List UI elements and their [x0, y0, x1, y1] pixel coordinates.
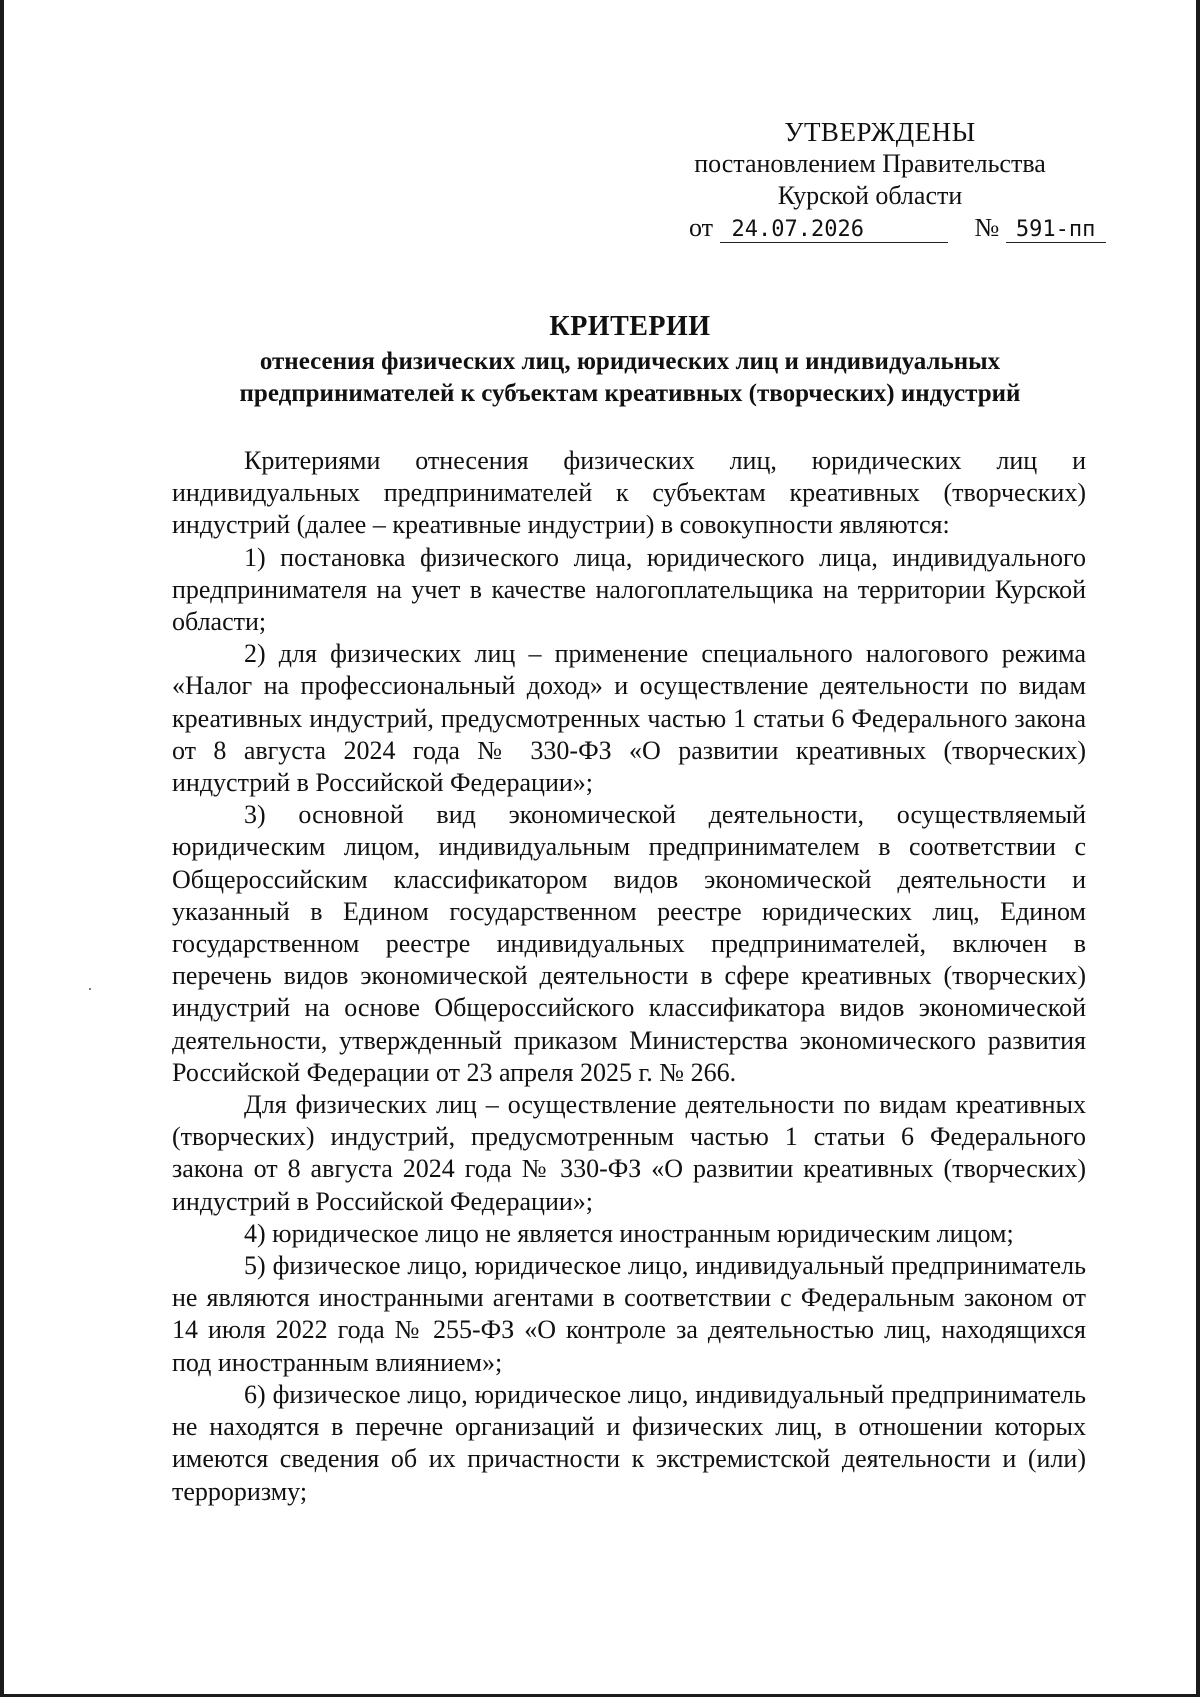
number-label: №: [974, 213, 1000, 242]
scan-border-right: [1196, 0, 1200, 1697]
document-body: [172, 445, 1086, 1508]
paragraph-criterion-1: 1) постановка физического лица, юридического лица, индивидуального предпринимателя на учет в качестве налогоплательщика на территории Курской области;: [172, 542, 1086, 637]
title-sub-line-1: отнесения физических лиц, юридических лиц и индивидуальных: [259, 348, 1001, 375]
scan-border-left: [0, 0, 4, 1697]
approval-authority: постановлением Правительства: [694, 149, 1046, 178]
approval-region: Курской области: [777, 181, 963, 210]
title-sub-line-2: предпринимателей к субъектам креативных (творческих) индустрий: [239, 380, 1021, 407]
paragraph-criterion-5: 5) физическое лицо, юридическое лицо, индивидуальный предприниматель не являются иностранными агентами в соответствии с Федеральным законом от 14 июля 2022 года № 255-ФЗ «О контроле за деятельностью лиц, находящихся под иностранным влиянием»;: [172, 1251, 1086, 1377]
approval-date-number: [689, 212, 1110, 244]
scan-speck: [89, 988, 91, 990]
approval-stamp: [690, 116, 1110, 244]
paragraph-intro: Критериями отнесения физических лиц, юридических лиц и индивидуальных предпринимателей к субъектам креативных (творческих) индустрий (далее – креативные индустрии) в совокупности являются:: [172, 446, 1086, 540]
title-main: КРИТЕРИИ: [549, 311, 711, 342]
approval-number: 591-пп: [1006, 218, 1106, 243]
document-title: [150, 308, 1110, 410]
paragraph-criterion-2: 2) для физических лиц – применение специального налогового режима «Налог на профессиональный доход» и осуществление деятельности по видам креативных индустрий, предусмотренных частью 1 статьи 6 Федерального закона от 8 августа 2024 года № 330-ФЗ «О развитии креативных (творческих) индустрий в Российской Федерации»;: [172, 639, 1086, 798]
paragraph-criterion-3-individuals: Для физических лиц – осуществление деятельности по видам креативных (творческих) индустрий, предусмотренным частью 1 статьи 6 Федерального закона от 8 августа 2024 года № 330-ФЗ «О развитии креативных (творческих) индустрий в Российской Федерации»;: [172, 1090, 1086, 1216]
approved-label: УТВЕРЖДЕНЫ: [784, 117, 976, 147]
from-label: от: [689, 213, 714, 242]
paragraph-criterion-6: 6) физическое лицо, юридическое лицо, индивидуальный предприниматель не находятся в перечне организаций и физических лиц, в отношении которых имеются сведения об их причастности к экстремистской деятельности и (или) терроризму;: [172, 1379, 1086, 1506]
paragraph-criterion-4: 4) юридическое лицо не является иностранным юридическим лицом;: [244, 1218, 1014, 1248]
approval-date: 24.07.2026: [720, 218, 948, 243]
paragraph-criterion-3: 3) основной вид экономической деятельности, осуществляемый юридическим лицом, индивидуальным предпринимателем в соответствии с Общероссийским классификатором видов экономической деятельности и указанный в Едином государственном реестре юридических лиц, Едином государственном реестре индивидуальных предпринимателей, включен в перечень видов экономической деятельности в сфере креативных (творческих) индустрий на основе Общероссийского классификатора видов экономической деятельности, утвержденный приказом Министерства экономического развития Российской Федерации от 23 апреля 2025 г. № 266.: [172, 800, 1086, 1087]
